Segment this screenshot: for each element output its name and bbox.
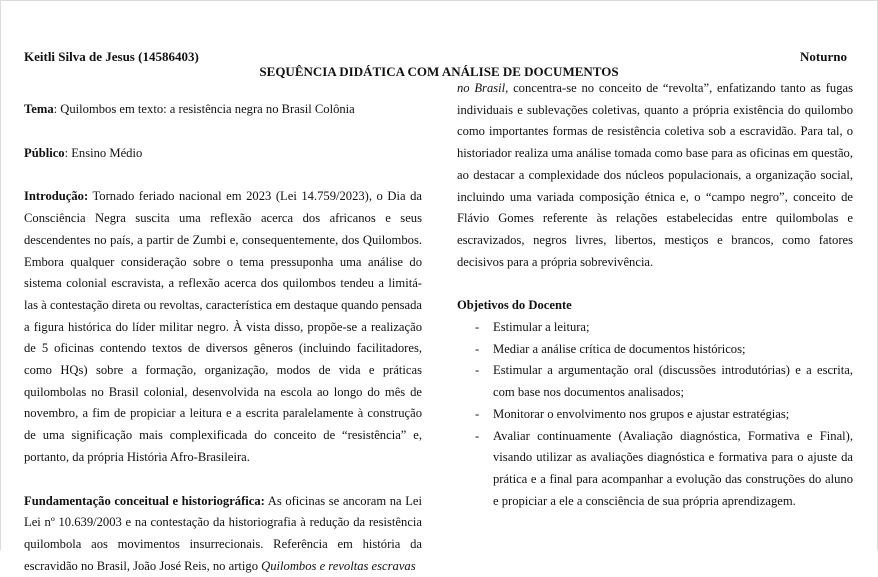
author-name: Keitli Silva de Jesus (14586403) [24,49,199,64]
publico-label: Público [24,145,65,160]
fundamentacao-label: Fundamentação conceitual e historiográfica: [24,493,265,508]
objetivo-item: - Estimular a argumentação oral (discussões introdutórias) e a escrita, com base nos documentos analisados; [457,360,853,403]
objetivo-item: - Avaliar continuamente (Avaliação diagnóstica, Formativa e Final), visando utilizar as avaliações diagnóstica e formativa para o ajuste da prática e a final para acompanhar a evolução das construções do aluno e propiciar a ele a consciência de sua própria aprendizagem. [457,426,853,513]
fundamentacao-paragraph [24,491,422,577]
objetivo-item: - Estimular a leitura; [457,317,853,339]
introducao-paragraph [24,186,422,468]
shift-label: Noturno [800,49,847,64]
tema-text: : Quilombos em texto: a resistência negra no Brasil Colônia [53,102,355,116]
article-title: Quilombos e revoltas escravas [261,558,416,573]
introducao-text: Tornado feriado nacional em 2023 (Lei 14.759/2023), o Dia da Consciência Negra suscita uma reflexão acerca dos africanos e seus descendentes no país, a partir de Zumbi e, consequentemente, dos Quilombos. Embora qualquer consideração sobre o tema pressuponha uma análise do sistema colonial escravista, a reflexão acerca dos quilombos tendeu a limitá-las à contestação direta ou revoltas, característica em destaque quando pensada a figura histórica do líder militar negro. À vista disso, propõe-se a realização de 5 oficinas contendo textos de diversos gêneros (incluindo facilitadores, como HQs) sobre a formação, organização, modos de vida e práticas quilombolas no Brasil colonial, desenvolvida na escola ao longo do mês de novembro, a fim de propiciar a leitura e a escrita paralelamente à construção de uma significação mais complexificada do conceito de “resistência” e, portanto, da própria História Afro-Brasileira. [24,189,422,464]
article-title-continued: no Brasil [457,81,506,95]
fundamentacao-continued [457,78,853,273]
objetivo-item: - Mediar a análise crítica de documentos históricos; [457,339,853,361]
objetivos-list [457,317,853,512]
document-title: SEQUÊNCIA DIDÁTICA COM ANÁLISE DE DOCUMENTOS [259,64,619,79]
fundamentacao-continued-text: , concentra-se no conceito de “revolta”, enfatizando tanto as fugas individuais e sublevações coletivas, quanto a própria existência do quilombo como importantes formas de resistência coletiva sob a escravidão. Para tal, o historiador realiza uma análise tomada como base para as oficinas em questão, ao destacar a complexidade dos núcleos populacionais, a organização social, incluindo uma variada composição étnica e, o “campo negro”, conceito de Flávio Gomes referente às relações estabelecidas entre quilombolas e escravizados, negros livres, libertos, mestiços e brancos, como fatores decisivos para a própria sobrevivência. [457,81,853,269]
right-column [457,78,853,512]
publico-text: : Ensino Médio [64,145,143,160]
fundamentacao-text: As oficinas se ancoram na Lei Lei nº 10.639/2003 e na contestação da historiografia à redução da resistência quilombola aos movimentos insurrecionais. Referência em história da escravidão no Brasil, João José Reis, no artigo [24,493,422,573]
introducao-label: Introdução: [24,189,89,204]
left-column [24,99,422,577]
objetivos-heading: Objetivos do Docente [457,298,572,313]
tema-label: Tema [24,102,54,116]
publico-paragraph [24,143,422,165]
tema-paragraph [24,99,422,121]
objetivo-item: - Monitorar o envolvimento nos grupos e ajustar estratégias; [457,404,853,426]
